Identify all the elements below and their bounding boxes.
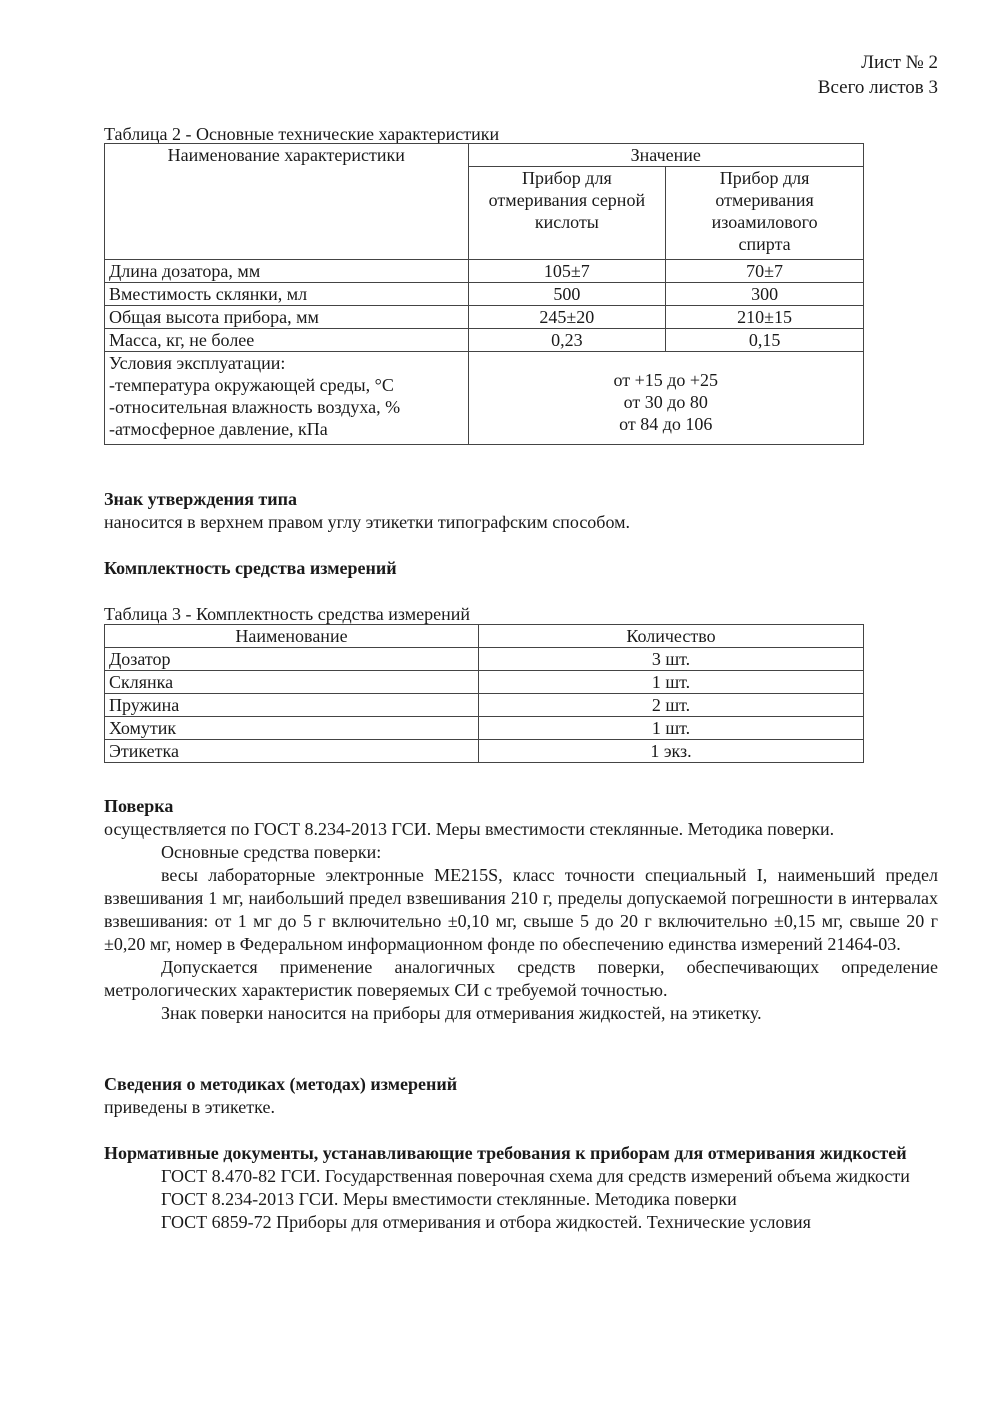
- column-header-name: Наименование характеристики: [105, 144, 469, 260]
- section-heading: Сведения о методиках (методах) измерений: [104, 1074, 458, 1094]
- table-row: Дозатор 3 шт.: [105, 648, 864, 671]
- section-heading: Комплектность средства измерений: [104, 558, 397, 578]
- table-row-operating-conditions: Условия эксплуатации: -температура окружающей среды, °С -относительная влажность воздуха, % -атмосферное давление, кПа от +15 до +25 от 30 до 80 от 84 до 106: [105, 352, 864, 445]
- section-heading: Поверка: [104, 796, 174, 816]
- completeness-section: [104, 557, 938, 580]
- normative-doc-item: ГОСТ 6859-72 Приборы для отмеривания и отбора жидкостей. Технические условия: [161, 1212, 811, 1232]
- table-row: Хомутик 1 шт.: [105, 717, 864, 740]
- column-header-name: Наименование: [105, 625, 479, 648]
- table-row: Пружина 2 шт.: [105, 694, 864, 717]
- table3-caption: Таблица 3 - Комплектность средства измерений: [104, 604, 471, 624]
- approval-mark-section: Знак утверждения типа наносится в верхнем правом углу этикетки типографским способом.: [104, 488, 938, 534]
- table-row: Склянка 1 шт.: [105, 671, 864, 694]
- column-header-quantity: Количество: [479, 625, 864, 648]
- normative-doc-item: ГОСТ 8.470-82 ГСИ. Государственная поверочная схема для средств измерений объема жидкости: [161, 1166, 910, 1186]
- methods-section: Сведения о методиках (методах) измерений приведены в этикетке.: [104, 1073, 938, 1119]
- technical-specs-table: [104, 143, 864, 445]
- verification-section: Поверка осуществляется по ГОСТ 8.234-2013 ГСИ. Меры вместимости стеклянные. Методика поверки. Основные средства поверки: весы лабораторные электронные ME215S, класс точности специальный I, наименьший предел взвешивания 1 мг, наибольший предел взвешивания 210 г, пределы допускаемой погрешности в интервалах взвешивания: от 1 мг до 5 г включительно ±0,10 мг, свыше 5 до 20 г включительно ±0,15 мг, свыше 20 г ±0,20 мг, номер в Федеральном информационном фонде по обеспечению единства измерений 21464-03. Допускается применение аналогичных средств поверки, обеспечивающих определение метрологических характеристик поверяемых СИ с требуемой точностью. Знак поверки наносится на приборы для отмеривания жидкостей, на этикетку.: [104, 796, 938, 1023]
- table-row: Длина дозатора, мм 105±7 70±7: [105, 260, 864, 283]
- table-row: Вместимость склянки, мл 500 300: [105, 283, 864, 306]
- sheet-total: Всего листов 3: [817, 77, 938, 98]
- normative-doc-item: ГОСТ 8.234-2013 ГСИ. Меры вместимости стеклянные. Методика поверки: [161, 1189, 737, 1209]
- table-row: Этикетка 1 экз.: [105, 740, 864, 763]
- subheader-sulfuric-acid: Прибор для отмеривания серной кислоты: [468, 167, 666, 260]
- table-row: Общая высота прибора, мм 245±20 210±15: [105, 306, 864, 329]
- subheader-isoamyl-alcohol: Прибор для отмеривания изоамилового спирта: [666, 167, 864, 260]
- completeness-table: [104, 624, 864, 763]
- sheet-number: Лист № 2: [861, 52, 938, 73]
- table2-caption: Таблица 2 - Основные технические характеристики: [104, 124, 500, 144]
- sheet-header: [818, 50, 938, 100]
- section-heading: Нормативные документы, устанавливающие требования к приборам для отмеривания жидкостей: [104, 1143, 907, 1163]
- column-header-value: Значение: [468, 144, 863, 167]
- table-row: Масса, кг, не более 0,23 0,15: [105, 329, 864, 352]
- normative-documents-section: [104, 1142, 938, 1234]
- section-heading: Знак утверждения типа: [104, 489, 298, 509]
